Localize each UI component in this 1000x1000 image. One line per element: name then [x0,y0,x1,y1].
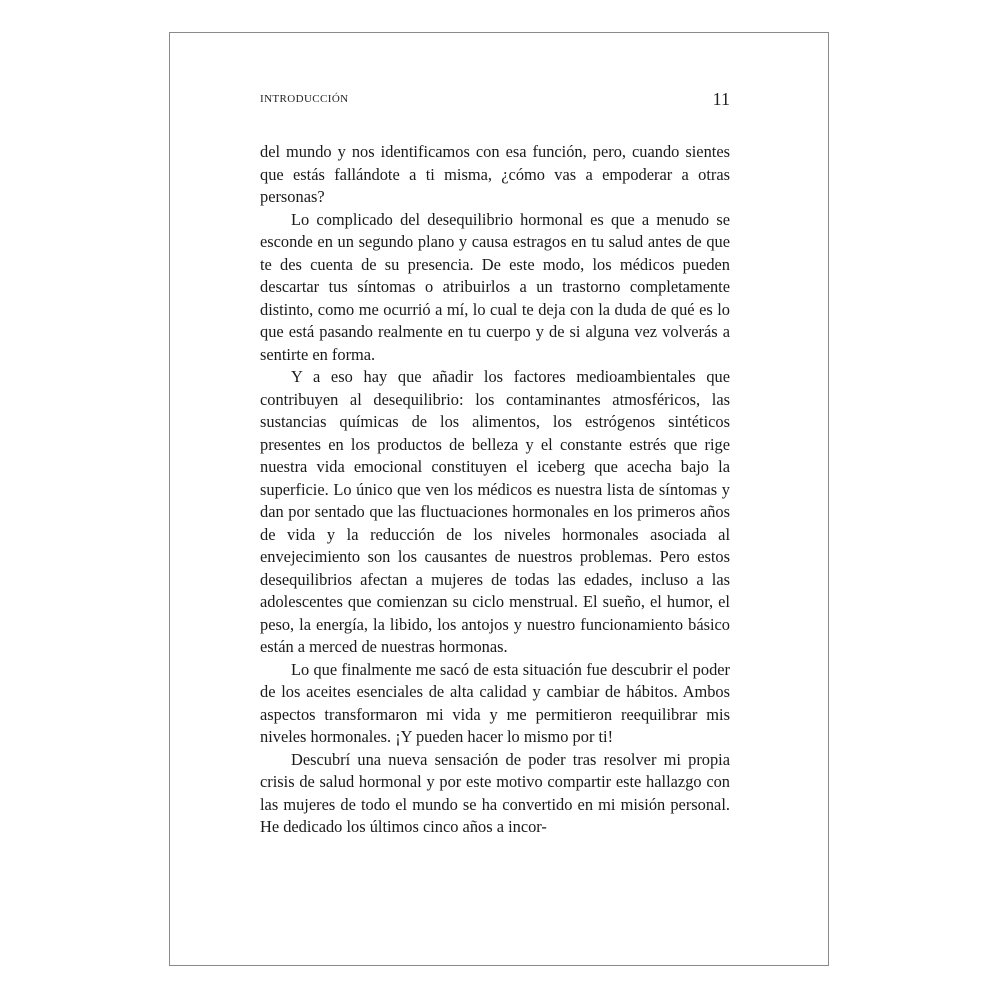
paragraph: Y a eso hay que añadir los factores medioambientales que contribuyen al desequilibrio: los contaminantes atmosféricos, las sustancias químicas de los alimentos, los estrógenos sintéticos presentes en los productos de belleza y el constante estrés que rige nuestra vida emocional constituyen el iceberg que acecha bajo la superficie. Lo único que ven los médicos es nuestra lista de síntomas y dan por sentado que las fluctuaciones hormonales en los primeros años de vida y la reducción de los niveles hormonales asociada al envejecimiento son los causantes de nuestros problemas. Pero estos desequilibrios afectan a mujeres de todas las edades, incluso a las adolescentes que comienzan su ciclo menstrual. El sueño, el humor, el peso, la energía, la libido, los antojos y nuestro funcionamiento básico están a merced de nuestras hormonas. [260,367,730,656]
book-page [169,32,829,966]
paragraph: Descubrí una nueva sensación de poder tras resolver mi propia crisis de salud hormonal y por este motivo compartir este hallazgo con las mujeres de todo el mundo se ha convertido en mi misión personal. He dedicado los últimos cinco años a incor- [260,749,730,836]
paragraph: del mundo y nos identificamos con esa función, pero, cuando sientes que estás fallándote a ti misma, ¿cómo vas a empoderar a otras personas? [260,142,730,206]
paragraph: Lo complicado del desequilibrio hormonal es que a menudo se esconde en un segundo plano y causa estragos en tu salud antes de que te des cuenta de su presencia. De este modo, los médicos pueden descartar tus síntomas o atribuirlos a un trastorno completamente distinto, como me ocurrió a mí, lo cual te deja con la duda de qué es lo que está pasando realmente en tu cuerpo y de si alguna vez volverás a sentirte en forma. [260,209,730,364]
page-number: 11 [712,89,730,109]
body-text [260,141,730,839]
section-title: INTRODUCCIÓN [260,93,349,105]
paragraph: Lo que finalmente me sacó de esta situación fue descubrir el poder de los aceites esenciales de alta calidad y cambiar de hábitos. Ambos aspectos transformaron mi vida y me permitieron reequilibrar mis niveles hormonales. ¡Y pueden hacer lo mismo por ti! [260,659,730,746]
